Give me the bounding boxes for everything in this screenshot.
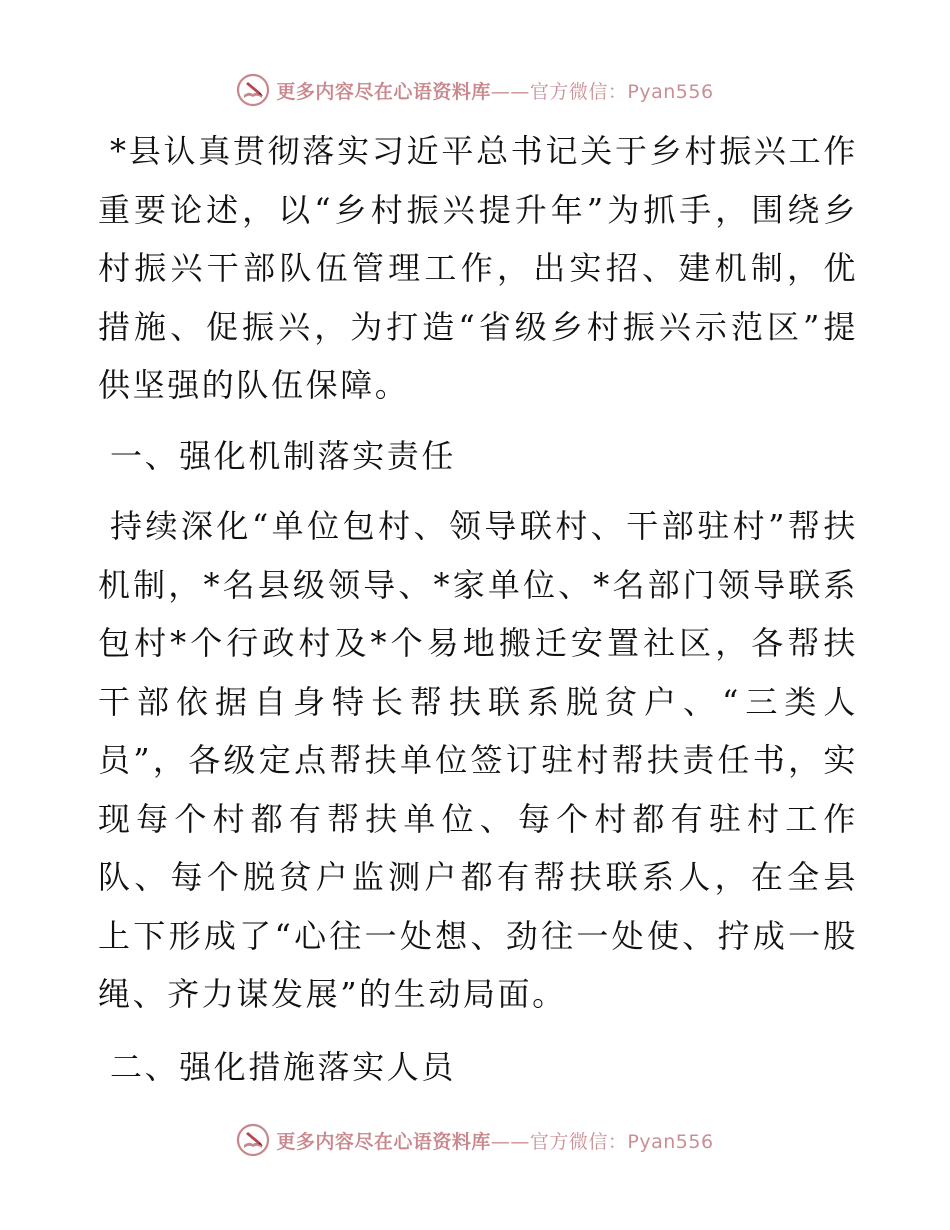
watermark-brand: 更多内容尽在心语资料库	[276, 80, 491, 103]
watermark-text	[276, 77, 713, 104]
watermark-brand: 更多内容尽在心语资料库	[276, 1130, 491, 1153]
section-heading-2: 二、强化措施落实人员	[110, 1047, 457, 1086]
watermark-text	[276, 1127, 713, 1154]
watermark-suffix: 官方微信：Pyan556	[529, 80, 714, 103]
watermark-separator: ——	[490, 80, 530, 103]
watermark-suffix: 官方微信：Pyan556	[529, 1130, 714, 1153]
book-pen-logo-icon	[236, 73, 270, 107]
section-heading-1: 一、强化机制落实责任	[110, 436, 457, 475]
paragraph-mechanism: 持续深化“单位包村、领导联村、干部驻村”帮扶机制，*名县级领导、*家单位、*名部门领导联系包村*个行政村及*个易地搬迁安置社区，各帮扶干部依据自身特长帮扶联系脱贫户、“三类人员”，各级定点帮扶单位签订驻村帮扶责任书，实现每个村都有帮扶单位、每个村都有驻村工作队、每个脱贫户监测户都有帮扶联系人，在全县上下形成了“心往一处想、劲往一处使、拧成一股绳、齐力谋发展”的生动局面。	[98, 507, 858, 1013]
document-body	[98, 122, 858, 1096]
paragraph-intro: *县认真贯彻落实习近平总书记关于乡村振兴工作重要论述，以“乡村振兴提升年”为抓手，围绕乡村振兴干部队伍管理工作，出实招、建机制，优措施、促振兴，为打造“省级乡村振兴示范区”提供坚强的队伍保障。	[98, 132, 858, 404]
footer-watermark	[0, 1120, 950, 1160]
book-pen-logo-icon	[236, 1123, 270, 1157]
watermark-separator: ——	[490, 1130, 530, 1153]
header-watermark	[0, 70, 950, 110]
